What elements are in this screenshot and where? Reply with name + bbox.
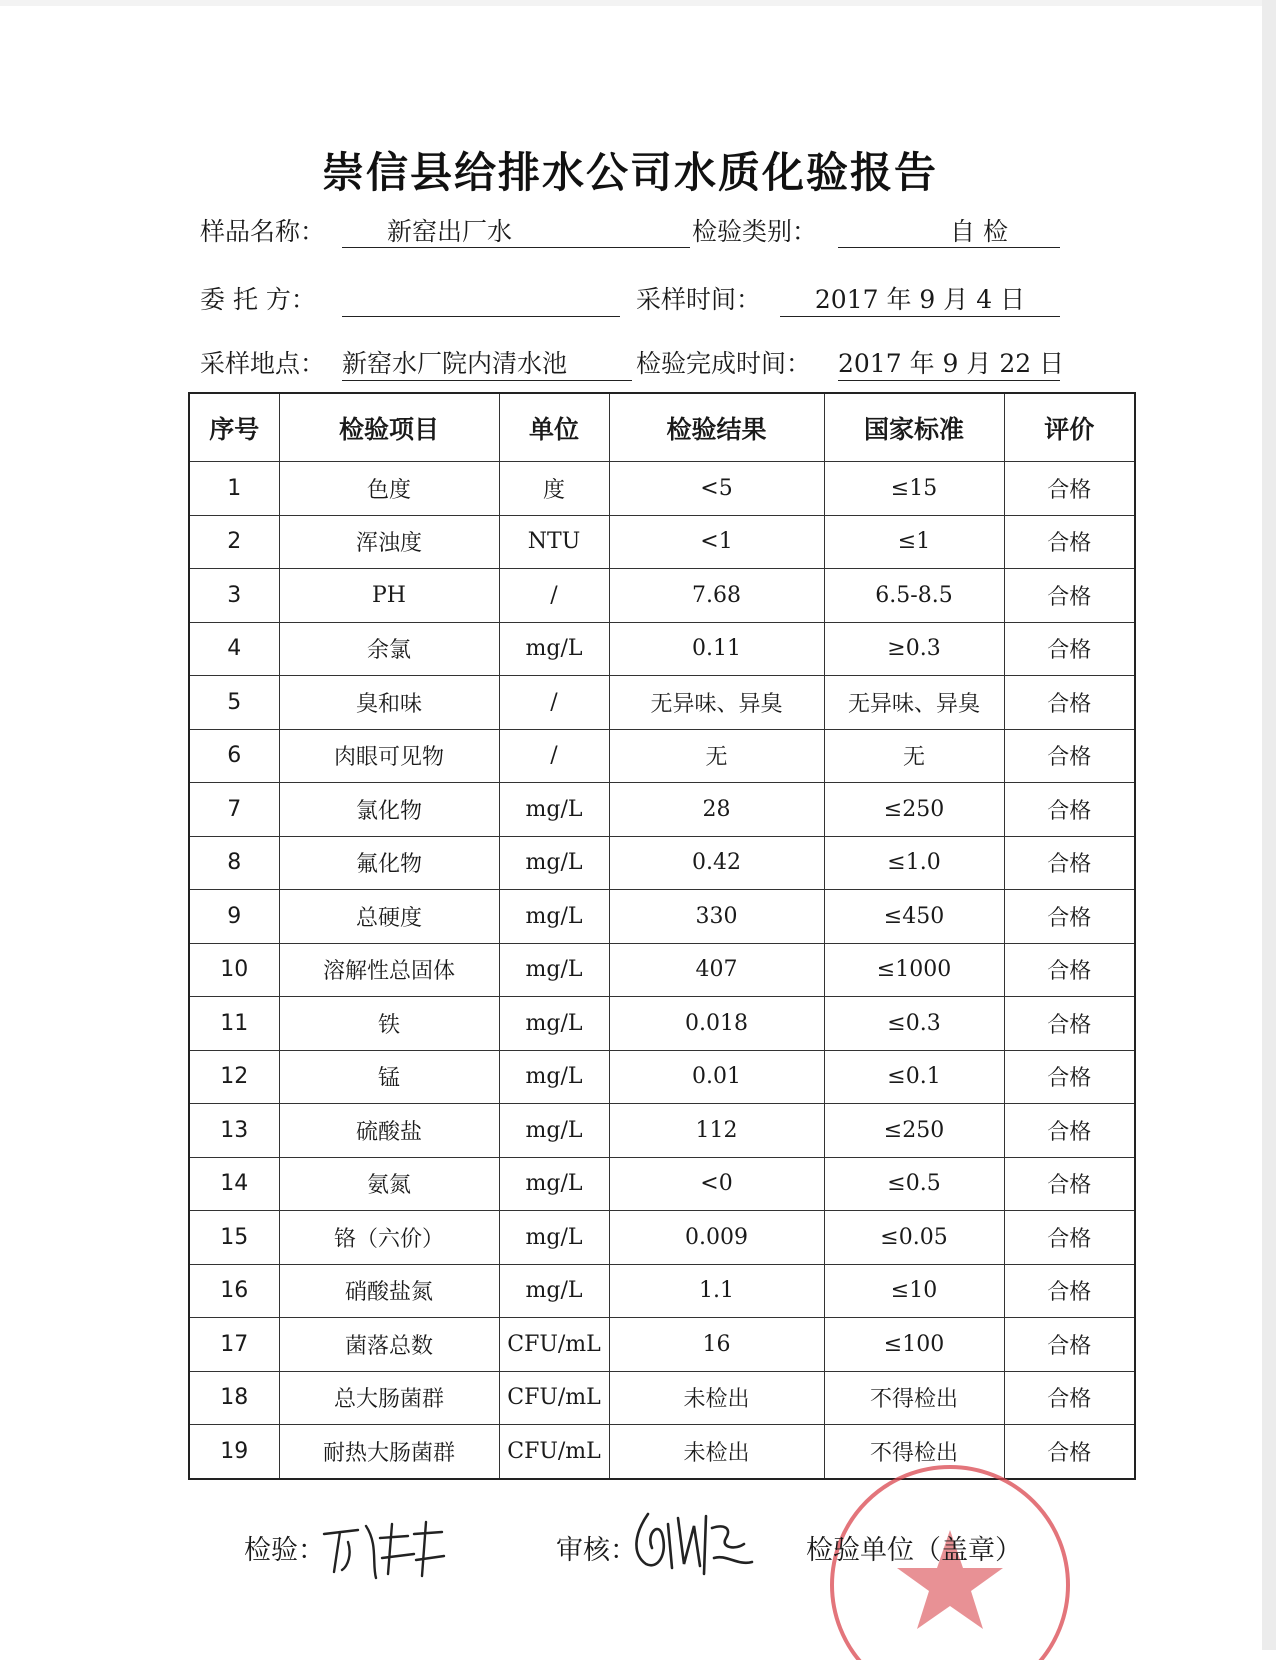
cell-no: 10 [189,943,279,997]
client-value [342,280,620,317]
cell-item: 铬（六价） [279,1211,499,1265]
cell-evaluation: 合格 [1004,890,1135,944]
cell-result: 0.018 [609,997,824,1051]
cell-no: 9 [189,890,279,944]
inspection-type-value: 自 检 [838,212,1060,248]
cell-result: <1 [609,515,824,569]
cell-standard: 6.5-8.5 [824,569,1004,623]
cell-standard: 无 [824,729,1004,783]
cell-result: 407 [609,943,824,997]
cell-evaluation: 合格 [1004,1371,1135,1425]
table-row [189,1211,1135,1265]
cell-evaluation: 合格 [1004,569,1135,623]
table-row [189,462,1135,516]
cell-no: 15 [189,1211,279,1265]
cell-unit: / [499,569,609,623]
table-row [189,676,1135,730]
cell-standard: 无异味、异臭 [824,676,1004,730]
cell-result: 0.01 [609,1050,824,1104]
cell-item: 总大肠菌群 [279,1371,499,1425]
cell-unit: mg/L [499,783,609,837]
table-row [189,569,1135,623]
reviewer-label: 审核： [556,1535,637,1566]
cell-unit: / [499,676,609,730]
cell-result: 0.42 [609,836,824,890]
header-unit: 单位 [499,393,609,462]
cell-standard: ≤0.5 [824,1157,1004,1211]
cell-evaluation: 合格 [1004,1425,1135,1479]
table-row [189,622,1135,676]
cell-standard: ≤1 [824,515,1004,569]
sampling-time-value: 2017 年 9 月 4 日 [780,280,1060,317]
cell-no: 18 [189,1371,279,1425]
cell-no: 12 [189,1050,279,1104]
page-edge-top [0,0,1276,6]
completion-time-label: 检验完成时间： [636,349,812,378]
cell-unit: mg/L [499,1264,609,1318]
cell-result: 330 [609,890,824,944]
cell-no: 2 [189,515,279,569]
cell-item: 硝酸盐氮 [279,1264,499,1318]
cell-item: 色度 [279,462,499,516]
cell-evaluation: 合格 [1004,1318,1135,1372]
cell-no: 5 [189,676,279,730]
cell-result: 0.009 [609,1211,824,1265]
table-row [189,1264,1135,1318]
reviewer-signature [628,1504,758,1584]
unit-stamp-label: 检验单位（盖章） [806,1535,1022,1566]
cell-no: 6 [189,729,279,783]
table-row [189,997,1135,1051]
cell-standard: 不得检出 [824,1371,1004,1425]
cell-no: 16 [189,1264,279,1318]
cell-evaluation: 合格 [1004,1264,1135,1318]
sample-name-value: 新窑出厂水 [342,212,690,248]
cell-result: 未检出 [609,1371,824,1425]
cell-evaluation: 合格 [1004,515,1135,569]
cell-unit: CFU/mL [499,1425,609,1479]
completion-time-value: 2017 年 9 月 22 日 [838,344,1060,381]
cell-result: 16 [609,1318,824,1372]
cell-no: 13 [189,1104,279,1158]
cell-item: 锰 [279,1050,499,1104]
table-row [189,1104,1135,1158]
cell-result: 7.68 [609,569,824,623]
cell-evaluation: 合格 [1004,729,1135,783]
sampling-time-label: 采样时间： [636,285,762,314]
cell-result: <5 [609,462,824,516]
cell-evaluation: 合格 [1004,943,1135,997]
sample-name-label: 样品名称： [200,217,326,246]
cell-item: 臭和味 [279,676,499,730]
cell-no: 14 [189,1157,279,1211]
cell-evaluation: 合格 [1004,462,1135,516]
cell-result: 112 [609,1104,824,1158]
cell-no: 8 [189,836,279,890]
cell-standard: ≤450 [824,890,1004,944]
table-row [189,836,1135,890]
sampling-location-value: 新窑水厂院内清水池 [342,344,632,381]
header-standard: 国家标准 [824,393,1004,462]
cell-unit: mg/L [499,1050,609,1104]
cell-standard: ≤1000 [824,943,1004,997]
header-no: 序号 [189,393,279,462]
cell-no: 11 [189,997,279,1051]
cell-no: 19 [189,1425,279,1479]
cell-unit: mg/L [499,1211,609,1265]
table-row [189,1371,1135,1425]
cell-standard: ≥0.3 [824,622,1004,676]
cell-result: <0 [609,1157,824,1211]
table-row [189,729,1135,783]
cell-standard: ≤0.1 [824,1050,1004,1104]
cell-standard: ≤0.3 [824,997,1004,1051]
cell-evaluation: 合格 [1004,997,1135,1051]
table-row [189,783,1135,837]
cell-unit: mg/L [499,943,609,997]
cell-item: PH [279,569,499,623]
header-evaluation: 评价 [1004,393,1135,462]
cell-standard: ≤250 [824,1104,1004,1158]
inspector-label: 检验： [244,1535,325,1566]
cell-standard: ≤10 [824,1264,1004,1318]
cell-unit: mg/L [499,836,609,890]
cell-item: 氟化物 [279,836,499,890]
table-header-row [189,393,1135,462]
table-row [189,890,1135,944]
header-item: 检验项目 [279,393,499,462]
cell-unit: mg/L [499,1157,609,1211]
cell-evaluation: 合格 [1004,836,1135,890]
cell-unit: mg/L [499,622,609,676]
cell-evaluation: 合格 [1004,676,1135,730]
cell-evaluation: 合格 [1004,783,1135,837]
meta-row-client [0,280,1276,324]
cell-result: 1.1 [609,1264,824,1318]
table-row [189,1318,1135,1372]
cell-unit: CFU/mL [499,1371,609,1425]
cell-evaluation: 合格 [1004,1157,1135,1211]
cell-standard: 不得检出 [824,1425,1004,1479]
cell-result: 未检出 [609,1425,824,1479]
cell-item: 溶解性总固体 [279,943,499,997]
cell-standard: ≤15 [824,462,1004,516]
cell-no: 4 [189,622,279,676]
cell-standard: ≤100 [824,1318,1004,1372]
cell-result: 无 [609,729,824,783]
table-row [189,1050,1135,1104]
signature-row [0,1520,1276,1590]
cell-item: 氨氮 [279,1157,499,1211]
cell-standard: ≤1.0 [824,836,1004,890]
cell-evaluation: 合格 [1004,622,1135,676]
table-row [189,1157,1135,1211]
report-title: 崇信县给排水公司水质化验报告 [321,148,938,197]
cell-unit: NTU [499,515,609,569]
cell-standard: ≤0.05 [824,1211,1004,1265]
cell-unit: mg/L [499,890,609,944]
cell-unit: CFU/mL [499,1318,609,1372]
water-quality-table [188,392,1136,1480]
cell-no: 3 [189,569,279,623]
inspector-signature [318,1514,448,1584]
cell-result: 无异味、异臭 [609,676,824,730]
meta-row-sample [0,212,1276,256]
cell-item: 肉眼可见物 [279,729,499,783]
cell-result: 0.11 [609,622,824,676]
inspection-type-label: 检验类别： [692,217,818,246]
cell-evaluation: 合格 [1004,1050,1135,1104]
table-body [189,462,1135,1479]
cell-item: 氯化物 [279,783,499,837]
cell-unit: mg/L [499,997,609,1051]
table-row [189,515,1135,569]
cell-unit: mg/L [499,1104,609,1158]
client-label: 委 托 方： [200,285,316,314]
cell-no: 7 [189,783,279,837]
header-result: 检验结果 [609,393,824,462]
cell-item: 硫酸盐 [279,1104,499,1158]
cell-no: 17 [189,1318,279,1372]
sampling-location-label: 采样地点： [200,349,326,378]
cell-item: 菌落总数 [279,1318,499,1372]
cell-evaluation: 合格 [1004,1211,1135,1265]
cell-item: 浑浊度 [279,515,499,569]
table-row [189,943,1135,997]
cell-no: 1 [189,462,279,516]
cell-unit: / [499,729,609,783]
cell-item: 总硬度 [279,890,499,944]
cell-item: 耐热大肠菌群 [279,1425,499,1479]
cell-item: 余氯 [279,622,499,676]
meta-row-location [0,344,1276,388]
cell-unit: 度 [499,462,609,516]
cell-result: 28 [609,783,824,837]
cell-item: 铁 [279,997,499,1051]
cell-standard: ≤250 [824,783,1004,837]
cell-evaluation: 合格 [1004,1104,1135,1158]
